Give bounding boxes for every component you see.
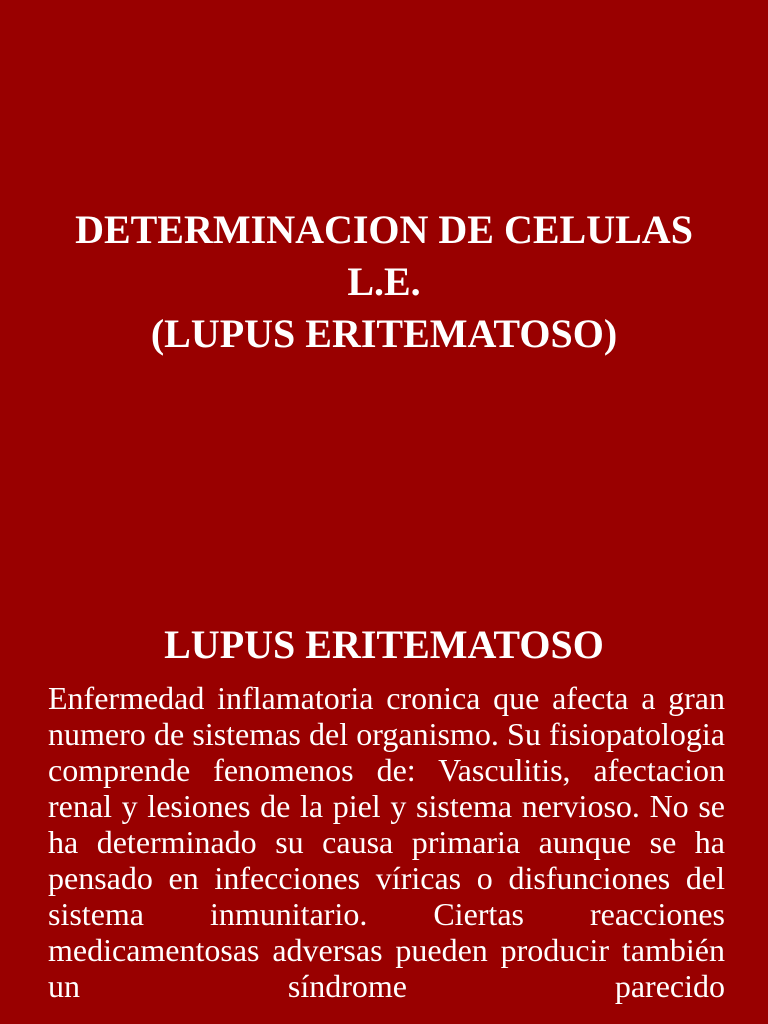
slide-title-line-1: DETERMINACION DE CELULAS bbox=[75, 207, 693, 252]
body-paragraph: Enfermedad inflamatoria cronica que afecta a gran numero de sistemas del organismo. Su fisiopatologia comprende fenomenos de: Vasculitis, afectacion renal y lesiones de la piel y sistema nervioso. No se ha determinado su causa primaria aunque se ha pensado en infecciones víricas o disfunciones del sistema inmunitario. Ciertas reacciones medicamentosas adversas pueden producir también un síndrome parecido bbox=[48, 680, 725, 1004]
slide-title bbox=[0, 204, 768, 360]
slide-title-line-3: (LUPUS ERITEMATOSO) bbox=[150, 311, 618, 356]
section-heading: LUPUS ERITEMATOSO bbox=[164, 622, 604, 667]
slide-title-line-2: L.E. bbox=[347, 259, 421, 304]
